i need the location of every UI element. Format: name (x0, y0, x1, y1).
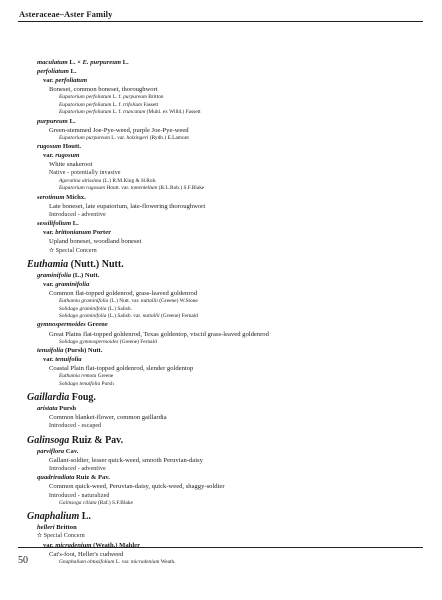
synonym (0, 298, 442, 305)
variety-epithet: perfoliatum (55, 77, 88, 85)
common-names: Common quick-weed, Peruvian-daisy, quick-weed, shaggy-soldier (49, 483, 225, 491)
species-author: (L.) Nutt. (71, 271, 100, 279)
synonym (0, 109, 442, 116)
running-header: Asteraceae–Aster Family (19, 9, 113, 19)
genus-author: L. (79, 511, 91, 523)
synonym-author: L. f. (111, 94, 124, 101)
status-note: Introduced - adventive (49, 465, 106, 472)
synonym (0, 381, 442, 388)
synonym-author: (L.) Salisb. var. (106, 313, 143, 320)
common-names: White snakeroot (49, 161, 93, 169)
variety-name (0, 280, 442, 289)
common-names: Late boneset, late eupatorium, late-flowering thoroughwort (49, 202, 206, 210)
species-epithet: purpureum (37, 117, 68, 125)
synonym-author-2: Britton (146, 94, 164, 101)
synonym-author-2: (Muhl. ex Willd.) Fassett (145, 109, 201, 116)
synonym-author: L. f. (111, 101, 124, 108)
species-author: Cav. (64, 447, 79, 455)
genus-name: Galinsoga (27, 434, 70, 446)
synonym-name: Euthamia remota (59, 373, 97, 380)
genus-heading (0, 511, 442, 523)
variety-prefix: var. (43, 152, 56, 160)
synonym-name: Eupatorium perfoliatum (59, 94, 112, 101)
variety-epithet: brittonianum (55, 229, 92, 237)
synonym-name: Solidago gymnospermoides (59, 338, 119, 345)
synonym-name: Solidago graminifolia (59, 313, 107, 320)
species-author: L. × (67, 59, 83, 66)
species-epithet: rugosum (37, 143, 62, 151)
synonym-epithet: tomentellum (130, 185, 158, 192)
variety-name (0, 228, 442, 237)
synonym-name: Solidago graminifolia (59, 305, 107, 312)
species-author: L. (71, 220, 79, 228)
genus-author: Foug. (69, 392, 96, 404)
synonym-author-2: Weath. (159, 559, 176, 566)
synonym (0, 373, 442, 380)
species-author: (Pursh) Nutt. (63, 347, 103, 355)
footer-rule (18, 547, 423, 548)
synonym-author-2: Fassett (141, 101, 159, 108)
variety-name (0, 541, 442, 550)
species-epithet: tenuifolia (37, 347, 64, 355)
synonym-name: Galinsoga ciliata (59, 499, 97, 506)
synonym (0, 94, 442, 101)
species-name (0, 142, 442, 151)
species-name (0, 193, 442, 202)
synonym-author-2: (B.L.Rob.) S.F.Blake (157, 185, 205, 192)
synonym-name: Gnaphalium obtusifolium (59, 559, 115, 566)
species-epithet: quadriradiata (37, 474, 75, 482)
status-note: Native - potentially invasive (49, 170, 121, 177)
species-name (0, 58, 442, 67)
species-name (0, 219, 442, 228)
species-author: Greene (85, 321, 108, 329)
species-name (0, 346, 442, 355)
variety-author: Porter (91, 229, 112, 237)
synonym (0, 135, 442, 142)
synonym (0, 500, 442, 507)
species-name (0, 404, 442, 413)
species-author-2: L. (121, 59, 129, 66)
variety-epithet: rugosum (55, 152, 80, 160)
synonym-author: Houtt. var. (104, 185, 131, 192)
genus-heading (0, 259, 442, 271)
synonym (0, 313, 442, 320)
genus-name: Euthamia (27, 258, 69, 270)
synonym-epithet: holzingeri (126, 134, 149, 141)
synonym-author: Greene (96, 373, 114, 380)
genus-author: (Nutt.) Nutt. (68, 258, 124, 270)
species-name (0, 473, 442, 482)
species-author: Britton (54, 524, 77, 532)
synonym-name: Eupatorium perfoliatum (59, 109, 112, 116)
synonym-author: L. f. (111, 109, 124, 116)
genus-heading (0, 435, 442, 447)
variety-name (0, 355, 442, 364)
synonym-author: Pursh (100, 380, 114, 387)
common-names: Great Plains flat-topped goldenrod, Texas goldentop, viscid grass-leaved goldenrod (49, 330, 269, 338)
synonym (0, 306, 442, 313)
species-author: Houtt. (61, 143, 81, 151)
synonym-epithet: purpureum (123, 94, 147, 101)
species-epithet: sessilifolium (37, 220, 72, 228)
species-author: L. (67, 117, 76, 125)
synonym-author: (L.) R.M.King & H.Rob. (101, 177, 157, 184)
species-author: Ruiz & Pav. (74, 474, 110, 482)
variety-epithet: micradenium (55, 541, 92, 549)
species-name (0, 67, 442, 76)
variety-prefix: var. (43, 77, 56, 85)
synonym-author: (L.) Salisb. (106, 305, 132, 312)
common-names: Upland boneset, woodland boneset (49, 238, 142, 246)
genus-heading (0, 392, 442, 404)
species-name (0, 447, 442, 456)
synonym-name: Ageratina altissima (59, 177, 102, 184)
synonym-epithet: nuttallii (140, 298, 158, 305)
synonym-name: Solidago tenuifolia (59, 380, 101, 387)
common-names: Gallant-soldier, lesser quick-weed, smooth Peruvian-daisy (49, 456, 203, 464)
header-rule (18, 21, 423, 22)
common-names: Common blanket-flower, common gaillardia (49, 414, 167, 422)
variety-epithet: graminifolia (55, 281, 90, 289)
synonym-author: (L.) Nutt. var. (108, 298, 141, 305)
status-note: Introduced - naturalized (49, 492, 110, 499)
synonym-author-2: (Rydb.) E.Lamont (148, 134, 189, 141)
synonym-epithet: trifolium (123, 101, 142, 108)
status-note: Introduced - adventive (49, 211, 106, 218)
synonym-author: (Raf.) S.F.Blake (96, 499, 133, 506)
synonym-name: Eupatorium rugosum (59, 185, 105, 192)
variety-name (0, 151, 442, 160)
variety-prefix: var. (43, 281, 56, 289)
synonym-epithet: micradenium (130, 559, 160, 566)
variety-author: (Weath.) Mahler (91, 541, 141, 549)
species-author: Michx. (64, 193, 86, 201)
variety-epithet: tenuifolia (55, 356, 82, 364)
species-name (0, 271, 442, 280)
synonym-name: Eupatorium perfoliatum (59, 101, 112, 108)
status-note: ✫ Special Concern (49, 247, 97, 254)
species-epithet: parviflora (37, 447, 65, 455)
synonym-author: L. var. (114, 559, 131, 566)
variety-prefix: var. (43, 356, 56, 364)
status-note: ✫ Special Concern (37, 533, 85, 540)
species-epithet: aristata (37, 405, 58, 413)
synonym-author: L. var. (109, 134, 127, 141)
synonym-author-2: (Greene) Fernald (159, 313, 198, 320)
genus-name: Gaillardia (27, 392, 70, 404)
common-names: Cat's-foot, Heller's cudweed (49, 550, 124, 558)
synonym-epithet: nuttallii (142, 313, 160, 320)
common-names: Common flat-topped goldenrod, grass-leaved goldenrod (49, 290, 198, 298)
species-author: L. (68, 68, 77, 76)
synonym (0, 185, 442, 192)
synonym-author: (Greene) Fernald (118, 338, 157, 345)
species-epithet: helleri (37, 524, 55, 532)
status-note: Introduced - escaped (49, 423, 102, 430)
species-epithet: serotinum (37, 193, 65, 201)
variety-prefix: var. (43, 541, 56, 549)
species-epithet-2: E. purpureum (82, 59, 122, 66)
common-names: Green-stemmed Joe-Pye-weed, purple Joe-Pye-weed (49, 126, 189, 134)
page-number: 50 (18, 555, 28, 566)
synonym-epithet: truncatum (123, 109, 146, 116)
species-name (0, 117, 442, 126)
synonym (0, 559, 442, 566)
variety-name (0, 76, 442, 85)
synonym-name: Euthamia graminifolia (59, 298, 109, 305)
species-name (0, 320, 442, 329)
species-name (0, 523, 442, 532)
variety-prefix: var. (43, 229, 56, 237)
synonym-name: Eupatorium purpureum (59, 134, 110, 141)
species-epithet: perfoliatum (37, 68, 69, 76)
common-names: Boneset, common boneset, thoroughwort (49, 86, 158, 94)
species-epithet: maculatum (37, 59, 68, 66)
species-epithet: graminifolia (37, 271, 72, 279)
species-epithet: gymnospermoides (37, 321, 86, 329)
genus-author: Ruiz & Pav. (69, 434, 124, 446)
genus-name: Gnaphalium (27, 511, 80, 523)
species-author: Pursh (57, 405, 77, 413)
synonym (0, 339, 442, 346)
synonym-author-2: (Greene) W.Stone (157, 298, 198, 305)
common-names: Coastal Plain flat-topped goldenrod, slender goldentop (49, 365, 194, 373)
species-list (0, 58, 442, 566)
